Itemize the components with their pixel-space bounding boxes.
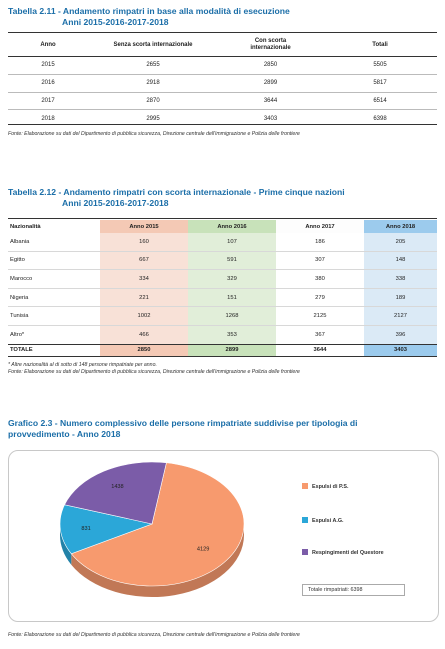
table2-cell: 279 <box>276 288 364 307</box>
table2-cell: 466 <box>100 325 188 344</box>
legend-item <box>302 483 348 490</box>
table2-footnote: * Altre nazionalità al di sotto di 148 persone rimpatriate per anno. <box>8 362 157 368</box>
table1-cell: 3644 <box>218 92 323 110</box>
pie-data-label: 4129 <box>196 546 210 553</box>
chart-title-line1: Grafico 2.3 - Numero complessivo delle persone rimpatriate suddivise per tipologia di <box>8 418 358 428</box>
table2-cell: 367 <box>276 325 364 344</box>
legend-label: Respingimenti del Questore <box>312 550 384 556</box>
table2-cell: 151 <box>188 288 276 307</box>
table2-cell: 380 <box>276 270 364 289</box>
table2-cell: 338 <box>364 270 437 289</box>
table2-cell-nation: Egitto <box>8 251 100 270</box>
table1-title-text: Tabella 2.11 - Andamento rimpatri in base alla modalità di esecuzione <box>8 6 290 16</box>
table1-header-anno: Anno <box>40 41 56 48</box>
pie-data-label: 831 <box>81 526 91 533</box>
table1-cell: 2017 <box>8 92 88 110</box>
table2-total-cell: 3644 <box>276 344 364 356</box>
table1-header-con-line2: internazionale <box>250 45 291 51</box>
table2-cell: 2127 <box>364 307 437 326</box>
table1-header-senza: Senza scorta internazionale <box>113 41 193 48</box>
table2-cell-nation: Altro* <box>8 325 100 344</box>
table1-cell: 2018 <box>8 110 88 127</box>
table2-header-nazionalita: Nazionalità <box>10 223 41 230</box>
table1-cell: 2918 <box>88 74 218 92</box>
table2-cell-nation: Albania <box>10 238 30 245</box>
legend-label: Espulsi di P.S. <box>312 484 349 490</box>
table2-cell: 1268 <box>188 307 276 326</box>
table2-cell: 221 <box>100 288 188 307</box>
table1-cell: 5505 <box>373 62 387 69</box>
table2-cell-nation: Marocco <box>8 270 100 289</box>
table1-header-con-line1: Con scorta <box>254 38 287 44</box>
table2-cell: 334 <box>100 270 188 289</box>
table1-cell: 2655 <box>146 62 160 69</box>
table2-total-cell: 2899 <box>188 344 276 356</box>
table1-header-totali: Totali <box>372 41 388 48</box>
legend-item <box>302 549 384 556</box>
table2-cell: 186 <box>276 233 364 251</box>
table1-cell: 6398 <box>323 110 437 127</box>
table1-cell: 2015 <box>41 62 55 69</box>
table2-cell-nation: Tunisia <box>8 307 100 326</box>
table1-cell: 2016 <box>8 74 88 92</box>
table1-cell: 6514 <box>323 92 437 110</box>
table2-subtitle: Anni 2015-2016-2017-2018 <box>62 197 169 208</box>
table2-header-2016: Anno 2016 <box>188 220 276 233</box>
table2-cell: 353 <box>188 325 276 344</box>
chart-source: Fonte: Elaborazione su dati del Dipartimento di pubblica sicurezza, Direzione centrale dell'immigrazione e Polizia delle frontiere <box>8 632 300 638</box>
total-box: Totale rimpatriati: 6398 <box>302 584 405 596</box>
table2-cell: 329 <box>188 270 276 289</box>
table2-cell-nation: Nigeria <box>8 288 100 307</box>
table2-total-label: TOTALE <box>8 344 100 356</box>
legend-swatch <box>302 483 308 489</box>
table1-cell: 2899 <box>218 74 323 92</box>
table2-cell: 2125 <box>276 307 364 326</box>
legend-swatch <box>302 517 308 523</box>
table2-header-2017: Anno 2017 <box>276 220 364 233</box>
table2-cell: 205 <box>364 233 437 251</box>
table1-cell: 2870 <box>88 92 218 110</box>
table2-cell: 189 <box>364 288 437 307</box>
legend-swatch <box>302 549 308 555</box>
table1-cell: 2850 <box>263 62 278 69</box>
table1-source: Fonte: Elaborazione su dati del Dipartimento di pubblica sicurezza, Direzione centrale dell'immigrazione e Polizia delle frontiere <box>8 131 300 137</box>
table1-subtitle: Anni 2015-2016-2017-2018 <box>62 16 169 27</box>
table2-cell: 667 <box>100 251 188 270</box>
table1-cell: 5817 <box>323 74 437 92</box>
table2-total-cell: 3403 <box>364 344 437 356</box>
table1-cell: 2995 <box>88 110 218 127</box>
pie-data-label: 1438 <box>111 483 124 490</box>
table2-cell: 591 <box>188 251 276 270</box>
chart-title-line2: provvedimento - Anno 2018 <box>8 428 121 439</box>
table2-cell: 148 <box>364 251 437 270</box>
table2-title-text: Tabella 2.12 - Andamento rimpatri con scorta internazionale - Prime cinque nazioni <box>8 187 345 197</box>
table2-cell: 107 <box>188 233 276 251</box>
table2-header-2018: Anno 2018 <box>364 220 437 233</box>
table2-total-cell: 2850 <box>100 344 188 356</box>
table2-source: Fonte: Elaborazione su dati del Dipartimento di pubblica sicurezza, Direzione centrale dell'immigrazione e Polizia delle frontiere <box>8 369 300 375</box>
legend-label: Espulsi A.G. <box>312 518 344 524</box>
table2-header-2015: Anno 2015 <box>100 220 188 233</box>
table2-cell: 1002 <box>100 307 188 326</box>
table2-cell: 307 <box>276 251 364 270</box>
table2-cell: 396 <box>364 325 437 344</box>
legend-item <box>302 517 344 524</box>
table2-cell: 160 <box>100 233 188 251</box>
table1-cell: 3403 <box>218 110 323 127</box>
